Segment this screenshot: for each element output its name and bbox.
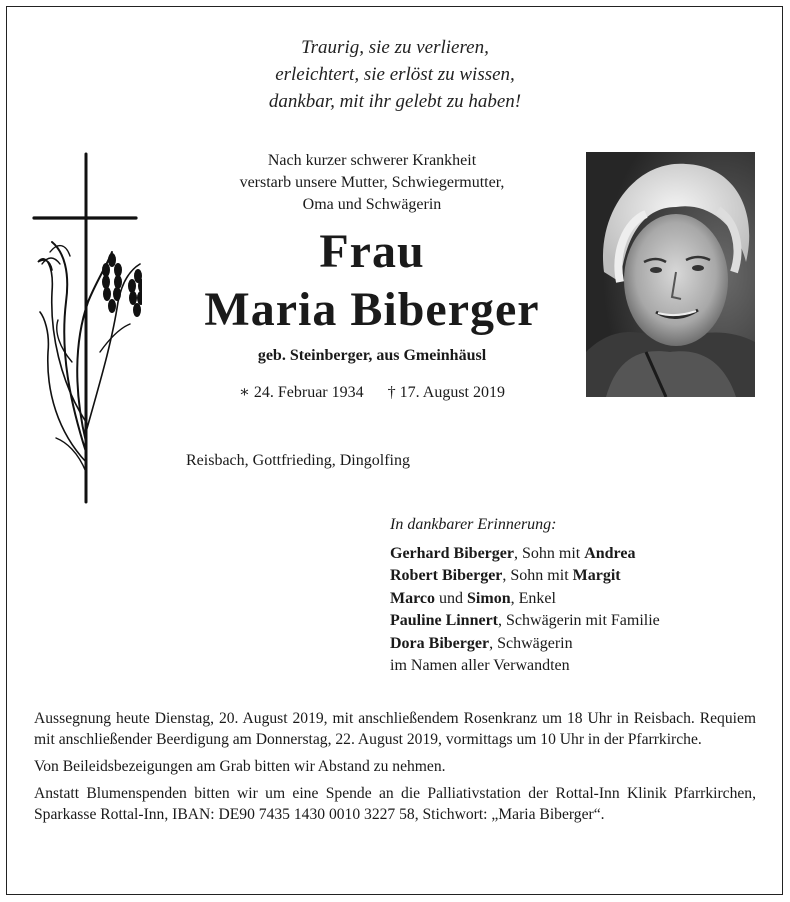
life-dates — [160, 382, 584, 404]
intro-line: verstarb unsere Mutter, Schwiegermutter, — [239, 174, 505, 191]
poem-line: erleichtert, sie erlöst zu wissen, — [275, 64, 515, 85]
intro-text — [160, 150, 584, 216]
condolence-note: Von Beileidsbezeigungen am Grab bitten wir Abstand zu nehmen. — [34, 758, 446, 775]
donation-note: Anstatt Blumenspenden bitten wir um eine Spende an die Palliativstation der Rottal-Inn Klinik Pfarrkirchen, Sparkasse Rottal-Inn, IBAN: DE90 7435 1430 0010 3227 58, Stichwort: „Maria Biberger“. — [34, 785, 756, 823]
deceased-name: Maria Biberger — [204, 283, 540, 336]
mourner-partner: Simon — [467, 589, 511, 607]
portrait-photo — [586, 152, 755, 397]
poem-line: Traurig, sie zu verlieren, — [301, 37, 489, 58]
places: Reisbach, Gottfrieding, Dingolfing — [186, 452, 410, 469]
birth-date: ∗ 24. Februar 1934 — [239, 384, 364, 401]
funeral-details: Aussegnung heute Dienstag, 20. August 2019, mit anschließendem Rosenkranz um 18 Uhr in Reisbach. Requiem mit anschließender Beerdigung am Donnerstag, 22. August 2019, vormittags um 10 Uhr in der Pfarrkirche. — [34, 710, 756, 748]
poem — [0, 34, 790, 115]
remembrance-title: In dankbarer Erinnerung: — [390, 516, 557, 533]
mourner-relation: , Sohn mit — [502, 567, 573, 584]
mourner-suffix: , Enkel — [510, 589, 556, 607]
mourner-relation: , Schwägerin — [489, 634, 573, 652]
mourner-relation: im Namen aller Verwandten — [390, 657, 570, 674]
mourner-line — [390, 588, 660, 611]
mourner-name: Marco — [390, 589, 436, 607]
mourner-relation: , Sohn mit — [513, 544, 585, 562]
mourner-line — [390, 655, 660, 678]
mourner-name: Robert Biberger — [390, 567, 503, 584]
mourner-name: Gerhard Biberger — [390, 544, 514, 562]
service-info — [34, 708, 756, 831]
poem-line: dankbar, mit ihr gelebt zu haben! — [268, 91, 522, 112]
mourner-name: Dora Biberger — [390, 634, 490, 652]
mourner-partner: Andrea — [584, 544, 636, 562]
death-date: † 17. August 2019 — [387, 384, 505, 401]
mourner-line — [390, 565, 660, 588]
remembrance-block — [390, 514, 660, 678]
intro-line: Nach kurzer schwerer Krankheit — [267, 152, 477, 169]
mourner-partner: Margit — [572, 567, 621, 584]
cross-with-wheat-icon — [30, 152, 142, 504]
mourner-line — [390, 633, 660, 656]
deceased-title: Frau — [319, 225, 425, 278]
mourner-name: Pauline Linnert — [390, 612, 499, 629]
maiden-name: geb. Steinberger, aus Gmeinhäusl — [257, 347, 487, 364]
intro-line: Oma und Schwägerin — [302, 196, 442, 213]
mourner-line — [390, 610, 660, 633]
mourner-relation: , Schwägerin mit Familie — [498, 612, 660, 629]
mourner-line — [390, 543, 660, 566]
mourner-relation: und — [435, 589, 468, 607]
